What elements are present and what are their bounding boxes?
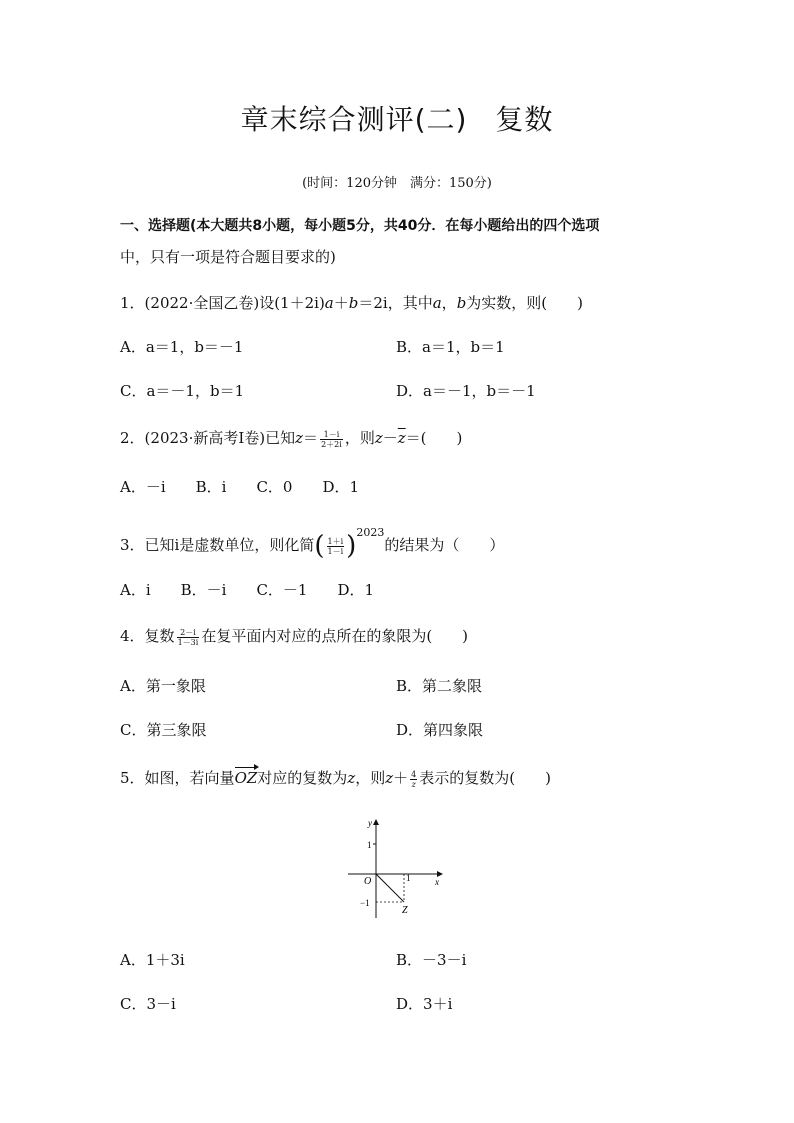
fraction (410, 770, 417, 789)
q1-comma: ， (441, 294, 457, 312)
fraction (320, 430, 343, 449)
option-text: 第二象限 (422, 677, 483, 695)
q1-option-c[interactable] (120, 380, 244, 402)
option-label: A． (120, 677, 146, 695)
q1-plus: ＋ (333, 294, 349, 312)
question-number: 5． (120, 769, 145, 787)
q5-option-d[interactable] (396, 993, 452, 1015)
q1-text-post: ＝2i，其中 (358, 294, 433, 312)
option-text: a＝1，b＝1 (422, 338, 505, 356)
option-text: a＝－1，b＝1 (146, 382, 245, 400)
y-label: y (368, 818, 372, 828)
option-label: D． (396, 995, 424, 1013)
q5-option-c[interactable] (120, 993, 176, 1015)
option-text: 第四象限 (423, 721, 484, 739)
fraction-denominator: z (411, 779, 416, 789)
title-topic: 复数 (495, 103, 554, 136)
q2-minus: － (382, 429, 398, 447)
option-text: －3－i (422, 951, 467, 969)
q5-option-a[interactable] (120, 949, 185, 971)
q4-option-d[interactable] (396, 719, 483, 741)
fraction-denominator: 1－i (327, 546, 344, 556)
point-z-label: Z (402, 905, 408, 916)
q5-text-end: 表示的复数为( ) (419, 769, 551, 787)
var-z: z (295, 429, 304, 447)
option-label: B． (396, 677, 423, 695)
var-z: z (385, 769, 394, 787)
var-z: z (347, 769, 356, 787)
question-number: 4． (120, 627, 145, 645)
var-z: z (374, 429, 383, 447)
option-label: D． (396, 382, 424, 400)
var-b: b (348, 294, 359, 312)
section-heading-line1: 一、选择题(本大题共8小题，每小题5分，共40分．在每小题给出的四个选项 (120, 218, 600, 234)
vector-oz: OZ (234, 769, 258, 787)
fraction (327, 537, 345, 556)
q4-option-c[interactable] (120, 719, 207, 741)
question-source: (2022·全国乙卷) (144, 294, 260, 312)
q1-option-d[interactable] (396, 380, 536, 402)
q1-text-end: 为实数，则( ) (466, 294, 584, 312)
var-z-conjugate: $\overline{z}$ (397, 429, 406, 447)
q2-text-pre: 已知 (265, 429, 296, 447)
option-label: B． (396, 338, 423, 356)
section-heading-line2: 中，只有一项是符合题目要求的) (120, 248, 336, 266)
option-text: 3＋i (423, 995, 453, 1013)
fraction (177, 628, 200, 647)
option-text: 第一象限 (145, 677, 206, 695)
option-label: C． (120, 721, 147, 739)
q2-text-then: ，则 (344, 429, 375, 447)
origin-label: O (364, 876, 372, 887)
var-b: b (456, 294, 467, 312)
fraction-denominator: 2＋2i (321, 439, 342, 449)
exam-info: (时间：120分钟 满分：150分) (302, 176, 492, 191)
q2-equals: ＝ (303, 429, 319, 447)
section-heading-2 (120, 246, 336, 268)
option-text: 3－i (146, 995, 176, 1013)
q3-text-pre: 已知i是虚数单位，则化简 (144, 536, 315, 554)
q1-option-b[interactable] (396, 336, 505, 358)
fraction-numerator: 1＋i (327, 536, 344, 546)
x-one-label: 1 (406, 873, 411, 883)
question-number: 2． (120, 429, 145, 447)
question-2 (120, 427, 462, 449)
question-source: (2023·新高考Ⅰ卷) (144, 429, 266, 447)
option-label: D． (396, 721, 424, 739)
section-heading (120, 214, 599, 237)
exponent: 2023 (356, 526, 385, 539)
q1-text-pre: 设(1＋2i) (259, 294, 325, 312)
right-paren: ) (346, 531, 357, 561)
question-number: 1． (120, 294, 145, 312)
question-5 (120, 767, 551, 789)
q5-text-then: ，则 (355, 769, 386, 787)
q2-options[interactable]: A．－i B．i C．0 D．1 (120, 478, 360, 496)
page-title (0, 98, 794, 138)
option-label: C． (120, 382, 147, 400)
option-label: B． (396, 951, 423, 969)
q4-text-pre: 复数 (144, 627, 175, 645)
left-paren: ( (314, 531, 325, 561)
y-neg-one-label: −1 (360, 898, 370, 908)
fraction-numerator: 4 (411, 769, 417, 779)
option-label: C． (120, 995, 147, 1013)
q3-text-end: 的结果为（ ） (384, 536, 505, 554)
q3-options[interactable]: A．i B．－i C．－1 D．1 (120, 581, 375, 599)
var-a: a (324, 294, 334, 312)
q2-text-end: ＝( ) (405, 429, 463, 447)
option-text: 第三象限 (146, 721, 207, 739)
vector-oz-line (376, 874, 404, 902)
title-main: 章末综合测评(二) (240, 103, 468, 136)
q1-option-a[interactable] (120, 336, 243, 358)
option-text: a＝1，b＝－1 (145, 338, 244, 356)
q4-option-b[interactable] (396, 675, 482, 697)
var-a: a (432, 294, 442, 312)
option-label: A． (120, 951, 146, 969)
fraction-numerator: 2－i (177, 628, 200, 638)
q5-option-b[interactable] (396, 949, 466, 971)
q5-text-pre: 如图，若向量 (144, 769, 235, 787)
question-4 (120, 625, 468, 647)
x-label: x (435, 877, 439, 887)
option-text: 1＋3i (145, 951, 185, 969)
q4-text-end: 在复平面内对应的点所在的象限为( ) (201, 627, 469, 645)
question-3 (120, 522, 505, 561)
fraction-numerator: 1－i (320, 430, 343, 440)
question-1 (120, 292, 583, 314)
question-number: 3． (120, 536, 145, 554)
complex-plane-figure (340, 814, 450, 924)
fraction-denominator: 1－3i (177, 637, 199, 647)
y-one-label: 1 (367, 840, 372, 850)
q5-text-mid: 对应的复数为 (257, 769, 348, 787)
q5-plus: ＋ (393, 769, 409, 787)
q4-option-a[interactable] (120, 675, 206, 697)
option-label: A． (120, 338, 146, 356)
option-text: a＝－1，b＝－1 (423, 382, 536, 400)
